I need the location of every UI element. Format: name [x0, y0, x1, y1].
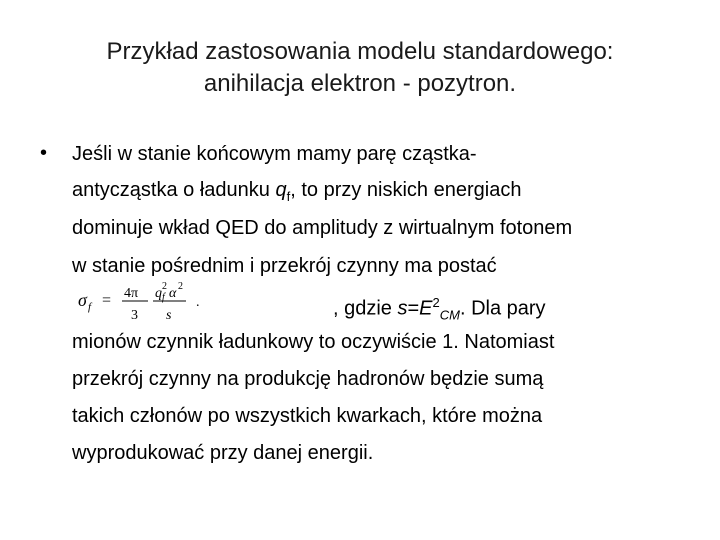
formula-denominator-s: s: [166, 308, 172, 323]
body-line-2-text: antycząstka o ładunku: [72, 179, 276, 201]
energy-E: E: [419, 297, 433, 320]
charge-subscript: f: [286, 189, 291, 204]
formula-sigma: σ: [78, 290, 87, 310]
body-line-1: Jeśli w stanie końcowym mamy parę cząstka-: [72, 143, 477, 165]
formula-charge-sup: 2: [162, 281, 167, 292]
formula-tail-prefix: , gdzie: [333, 297, 398, 320]
body-line-8: takich członów po wszystkich kwarkach, które można: [72, 405, 543, 427]
energy-E-sub: CM: [439, 307, 460, 323]
body-line-4: w stanie pośrednim i przekrój czynny ma postać: [72, 255, 497, 277]
formula-charge-sub: f: [162, 292, 165, 303]
title-line-1: Przykład zastosowania modelu standardowego:: [106, 38, 614, 65]
body-line-2-rest: , to przy niskich energiach: [290, 179, 522, 201]
body-line-5-tail: [333, 291, 546, 328]
formula-dot: .: [196, 295, 200, 310]
formula-numerator-left: 4π: [124, 286, 139, 301]
charge-symbol: q: [275, 179, 287, 201]
energy-E-sup: 2: [432, 295, 440, 310]
formula-denominator-left: 3: [131, 308, 138, 323]
title-line-2: anihilacja elektron - pozytron.: [203, 70, 517, 97]
energy-s: s: [397, 297, 408, 320]
body-line-7: przekrój czynny na produkcję hadronów będzie sumą: [72, 368, 544, 390]
formula-charge-q: q: [155, 286, 162, 301]
formula-sigma-subscript: f: [88, 301, 92, 313]
body-line-9: wyprodukować przy danej energii.: [72, 442, 374, 464]
body-line-3: dominuje wkład QED do amplitudy z wirtualnym fotonem: [72, 217, 573, 239]
energy-eq: =: [407, 297, 420, 320]
slide-title: [40, 36, 680, 100]
cross-section-formula: [76, 278, 206, 324]
body-line-6: mionów czynnik ładunkowy to oczywiście 1. Natomiast: [72, 331, 555, 353]
formula-alpha-sup: 2: [178, 281, 183, 292]
formula-equals: =: [102, 292, 112, 309]
bullet-point: •: [40, 142, 48, 164]
body-line-2: [72, 178, 521, 209]
formula-tail-suffix: . Dla pary: [459, 297, 546, 320]
formula-alpha: α: [169, 286, 177, 301]
